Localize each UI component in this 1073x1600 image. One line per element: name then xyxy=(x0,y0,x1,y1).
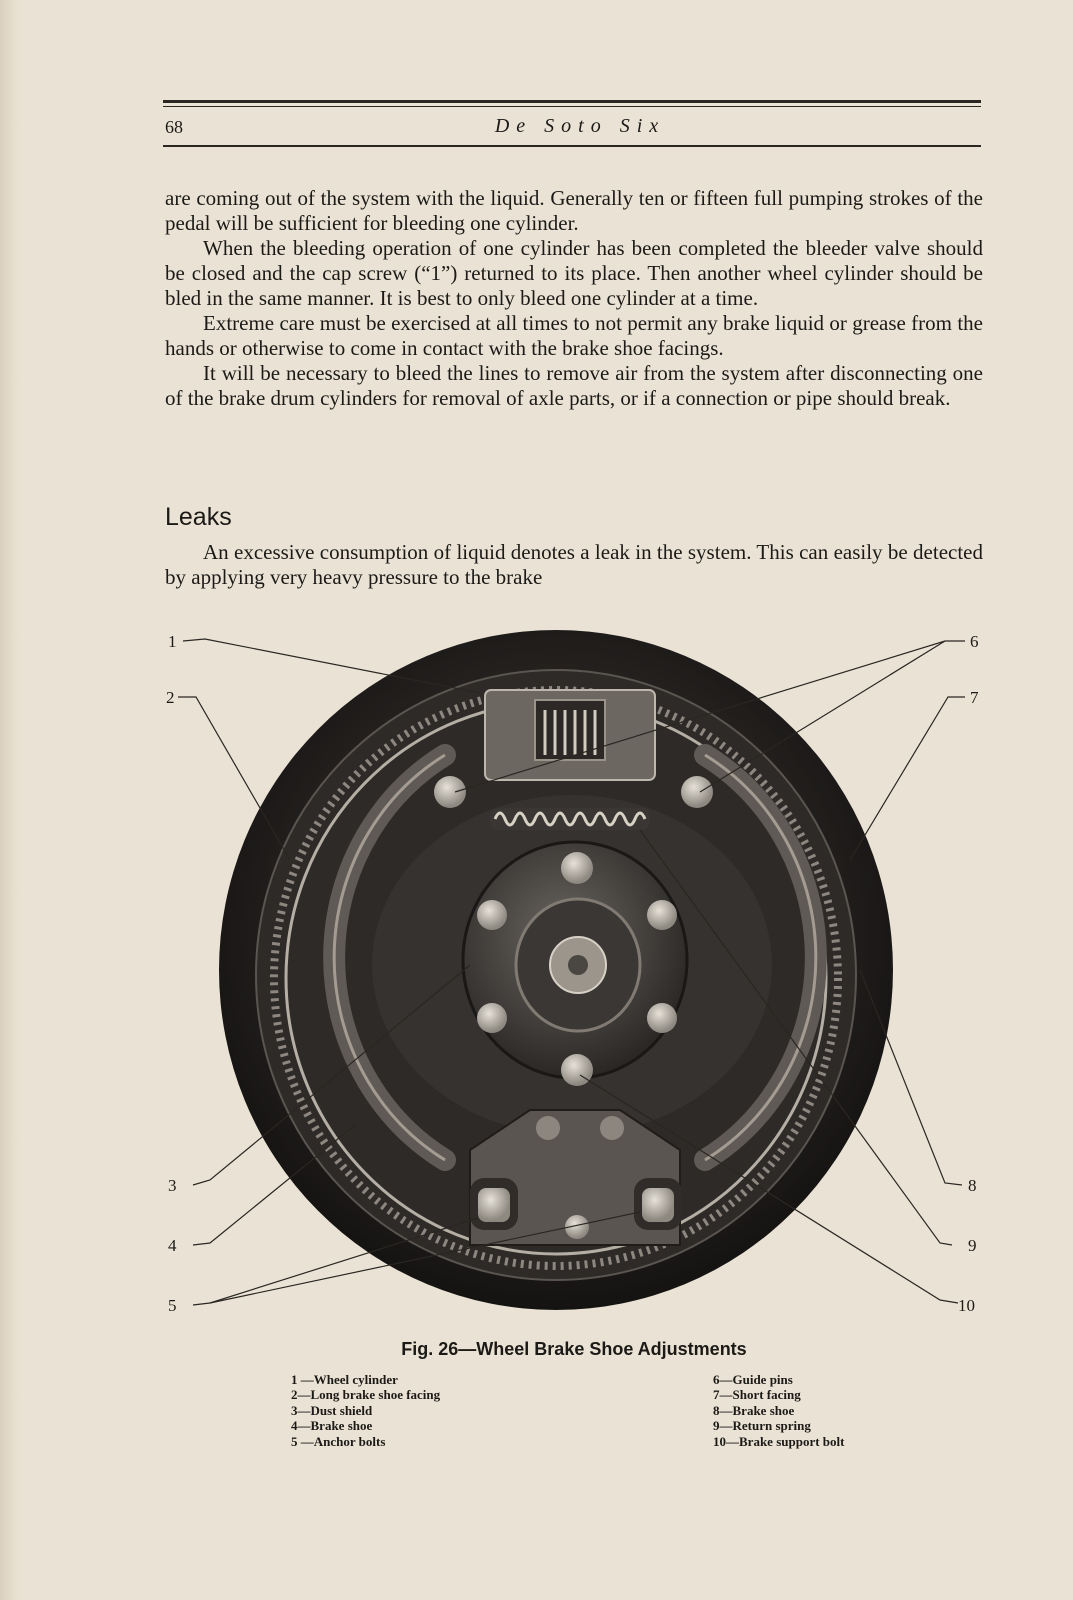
callout-9: 9 xyxy=(968,1236,977,1255)
legend-item: 6—Guide pins xyxy=(713,1372,793,1387)
legend-item: 2—Long brake shoe facing xyxy=(291,1387,441,1403)
paragraph: It will be necessary to bleed the lines to remove air from the system after disconnecting one of the brake drum cylinders for removal of axle parts, or if a connection or pipe should break. xyxy=(165,361,983,410)
legend-item: 3—Dust shield xyxy=(291,1402,373,1418)
figure-caption: Fig. 26—Wheel Brake Shoe Adjustments xyxy=(401,1339,747,1359)
paragraph: An excessive consumption of liquid denotes a leak in the system. This can easily be detected by applying very heavy pressure to the brake xyxy=(165,540,983,589)
section-body xyxy=(165,540,983,590)
callout-7: 7 xyxy=(970,688,979,707)
legend-left xyxy=(291,1372,440,1449)
callout-labels xyxy=(166,632,979,1315)
legend-item: 8—Brake shoe xyxy=(713,1402,795,1418)
legend-item: 4—Brake shoe xyxy=(291,1418,373,1434)
legend-item: 5 —Anchor bolts xyxy=(291,1433,386,1449)
callout-8: 8 xyxy=(968,1176,977,1195)
callout-1: 1 xyxy=(168,632,177,651)
paragraph: are coming out of the system with the liquid. Generally ten or fifteen full pumping strokes of the pedal will be sufficient for bleeding one cylinder. xyxy=(165,186,983,235)
callout-lines xyxy=(178,639,965,1305)
callout-6: 6 xyxy=(970,632,979,651)
legend-right xyxy=(713,1372,844,1449)
legend-item: 7—Short facing xyxy=(713,1387,801,1403)
page-edge xyxy=(0,0,22,1600)
body-text xyxy=(165,186,983,411)
page-number: 68 xyxy=(165,117,183,137)
callout-10: 10 xyxy=(958,1296,975,1315)
running-head: De Soto Six xyxy=(494,115,666,137)
section-heading: Leaks xyxy=(165,503,232,531)
callout-4: 4 xyxy=(168,1236,177,1255)
legend-item: 9—Return spring xyxy=(713,1418,811,1434)
header-rule-bottom xyxy=(163,145,981,147)
paragraph: Extreme care must be exercised at all times to not permit any brake liquid or grease from the hands or otherwise to come in contact with the brake shoe facings. xyxy=(165,311,983,360)
header-rule-top xyxy=(163,100,981,103)
brake-drum-photo xyxy=(219,630,893,1310)
paragraph: When the bleeding operation of one cylinder has been completed the bleeder valve should be closed and the cap screw (“1”) returned to its place. Then another wheel cylinder should be bled in the same manner. It is best to only bleed one cylinder at a time. xyxy=(165,236,983,310)
callout-5: 5 xyxy=(168,1296,177,1315)
legend-item: 10—Brake support bolt xyxy=(713,1433,845,1449)
legend-item: 1 —Wheel cylinder xyxy=(291,1372,398,1387)
callout-3: 3 xyxy=(168,1176,177,1195)
callout-2: 2 xyxy=(166,688,175,707)
header-rule-thin xyxy=(163,106,981,107)
